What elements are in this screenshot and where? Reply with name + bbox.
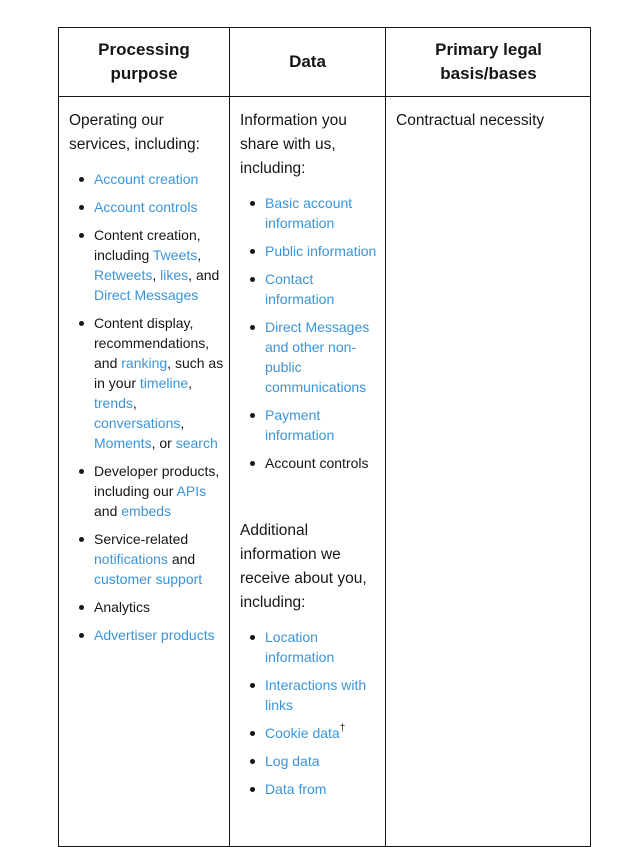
list-item <box>240 241 380 261</box>
list-item: Analytics <box>69 597 224 617</box>
received-data-list <box>240 627 380 799</box>
shared-data-list <box>240 193 380 473</box>
embeds-link[interactable]: embeds <box>121 503 172 519</box>
purpose-cell <box>69 109 224 645</box>
account-creation-link[interactable]: Account creation <box>94 171 199 187</box>
notifications-link[interactable]: notifications <box>94 551 168 567</box>
contact-info-link[interactable]: Contact information <box>265 271 335 307</box>
list-item <box>240 627 380 667</box>
trends-link[interactable]: trends <box>94 395 133 411</box>
list-item <box>69 197 224 217</box>
list-item <box>240 675 380 715</box>
header-processing-purpose: Processing purpose <box>98 40 190 83</box>
legal-basis-table <box>58 27 591 847</box>
apis-link[interactable]: APIs <box>176 483 207 499</box>
timeline-link[interactable]: timeline <box>139 375 189 391</box>
data-from-link[interactable]: Data from <box>265 781 327 797</box>
advertiser-products-link[interactable]: Advertiser products <box>94 627 215 643</box>
data-intro-shared: Information you share with us, including: <box>240 112 347 177</box>
column-divider <box>229 28 230 846</box>
header-divider <box>59 96 590 97</box>
direct-messages-link[interactable]: Direct Messages <box>94 287 199 303</box>
list-item <box>69 169 224 189</box>
retweets-link[interactable]: Retweets <box>94 267 153 283</box>
list-item <box>240 193 380 233</box>
tweets-link[interactable]: Tweets <box>152 247 198 263</box>
list-item <box>240 779 380 799</box>
data-cell <box>240 109 380 799</box>
payment-info-link[interactable]: Payment information <box>265 407 335 443</box>
dagger-footnote-mark: † <box>339 723 346 734</box>
contractual-necessity-text: Contractual necessity <box>396 112 545 129</box>
list-item: Content creation, including Tweets, Retweets, likes, and Direct Messages <box>69 225 224 305</box>
list-item <box>240 317 380 397</box>
account-controls-link[interactable]: Account controls <box>94 199 198 215</box>
header-data: Data <box>289 52 326 71</box>
cookie-data-link[interactable]: Cookie data <box>265 725 340 741</box>
customer-support-link[interactable]: customer support <box>94 571 203 587</box>
dm-nonpublic-link[interactable]: Direct Messages and other non-public communications <box>265 319 370 395</box>
list-item <box>240 269 380 309</box>
interactions-links-link[interactable]: Interactions with links <box>265 677 367 713</box>
list-item: Account controls <box>240 453 380 473</box>
search-link[interactable]: search <box>175 435 218 451</box>
data-intro-received: Additional information we receive about you, including: <box>240 522 367 611</box>
purpose-intro: Operating our services, including: <box>69 112 200 153</box>
header-legal-basis: Primary legal basis/bases <box>435 40 542 83</box>
public-info-link[interactable]: Public information <box>265 243 377 259</box>
list-item <box>69 625 224 645</box>
ranking-link[interactable]: ranking <box>121 355 168 371</box>
list-item: Developer products, including our APIs and embeds <box>69 461 224 521</box>
list-item <box>240 723 380 743</box>
moments-link[interactable]: Moments <box>94 435 152 451</box>
list-item <box>240 751 380 771</box>
column-divider <box>385 28 386 846</box>
log-data-link[interactable]: Log data <box>265 753 320 769</box>
purpose-list <box>69 169 224 645</box>
basic-account-info-link[interactable]: Basic account information <box>265 195 353 231</box>
list-item: Service-related notifications and customer support <box>69 529 224 589</box>
location-info-link[interactable]: Location information <box>265 629 335 665</box>
list-item: Content display, recommendations, and ranking, such as in your timeline, trends, conversations, Moments, or search <box>69 313 224 453</box>
conversations-link[interactable]: conversations <box>94 415 181 431</box>
basis-cell <box>396 109 586 133</box>
list-item <box>240 405 380 445</box>
likes-link[interactable]: likes <box>160 267 189 283</box>
